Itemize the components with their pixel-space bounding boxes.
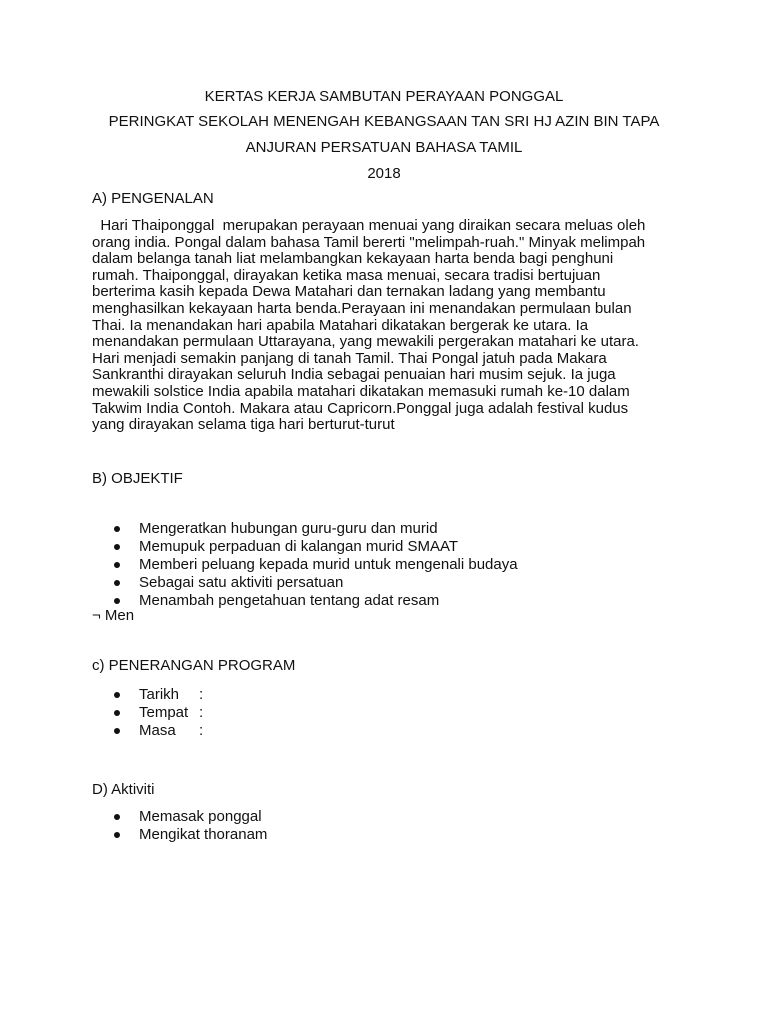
section-d-heading: D) Aktiviti	[92, 781, 155, 798]
list-item-text	[139, 722, 203, 740]
bullet-icon	[114, 526, 120, 532]
paragraph-line: Sankranthi dirayakan seluruh India sebagai penuaian hari musim sejuk. Ia juga	[92, 366, 616, 384]
paragraph-line: Takwim India Contoh. Makara atau Capricorn.Ponggal juga adalah festival kudus	[92, 399, 629, 417]
paragraph-line: dalam belanga tanah liat melambangkan kekayaan harta benda bagi penghuni	[92, 250, 614, 268]
section-b-heading: B) OBJEKTIF	[92, 470, 183, 487]
section-c-heading: c) PENERANGAN PROGRAM	[92, 657, 296, 674]
bullet-icon	[114, 710, 120, 716]
bullet-icon	[114, 562, 120, 568]
paragraph-line: mewakili solstice India apabila matahari dikatakan memasuki rumah ke-10 dalam	[92, 382, 630, 400]
section-a-paragraph	[92, 218, 682, 434]
doc-year: 2018	[367, 165, 401, 182]
detail-separator: :	[199, 704, 204, 721]
list-item-text: Mengeratkan hubungan guru-guru dan murid	[139, 520, 438, 537]
bullet-icon	[114, 728, 120, 734]
detail-separator: :	[199, 686, 204, 703]
bullet-icon	[114, 544, 120, 550]
detail-label: Tarikh	[139, 686, 180, 703]
paragraph-line: Hari menjadi semakin panjang di tanah Tamil. Thai Pongal jatuh pada Makara	[92, 349, 607, 367]
list-item-text: Mengikat thoranam	[139, 826, 268, 843]
paragraph-line: rumah. Thaiponggal, dirayakan ketika masa menuai, secara tradisi bertujuan	[92, 266, 601, 284]
paragraph-line: menandakan permulaan Uttarayana, yang mewakili pergerakan matahari ke utara.	[92, 333, 639, 351]
list-item-text	[139, 704, 203, 722]
list-item-text: Memupuk perpaduan di kalangan murid SMAAT	[139, 538, 459, 555]
detail-separator: :	[199, 722, 204, 739]
list-item-text: Menambah pengetahuan tentang adat resam	[139, 592, 440, 609]
detail-label: Masa	[139, 722, 176, 739]
stray-text: ¬ Men	[92, 607, 135, 624]
paragraph-line: orang india. Pongal dalam bahasa Tamil bererti "melimpah-ruah." Minyak melimpah	[92, 233, 646, 251]
doc-title-line-3: ANJURAN PERSATUAN BAHASA TAMIL	[245, 139, 523, 156]
list-item-text: Memasak ponggal	[139, 808, 262, 825]
list-item-text: Memberi peluang kepada murid untuk mengenali budaya	[139, 556, 518, 573]
paragraph-line: yang dirayakan selama tiga hari berturut-turut	[92, 416, 395, 434]
doc-title-line-1: KERTAS KERJA SAMBUTAN PERAYAAN PONGGAL	[204, 88, 564, 105]
paragraph-line: Thai. Ia menandakan hari apabila Matahari dikatakan bergerak ke utara. Ia	[92, 316, 589, 334]
bullet-icon	[114, 692, 120, 698]
bullet-icon	[114, 832, 120, 838]
list-item-text: Sebagai satu aktiviti persatuan	[139, 574, 344, 591]
paragraph-line: menghasilkan kekayaan harta benda.Perayaan ini menandakan permulaan bulan	[92, 299, 632, 317]
detail-label: Tempat	[139, 704, 189, 721]
bullet-icon	[114, 814, 120, 820]
list-item-text	[139, 686, 203, 704]
doc-title-line-2: PERINGKAT SEKOLAH MENENGAH KEBANGSAAN TAN SRI HJ AZIN BIN TAPA	[108, 113, 660, 130]
bullet-icon	[114, 598, 120, 604]
paragraph-line: Hari Thaiponggal merupakan perayaan menuai yang diraikan secara meluas oleh	[92, 217, 646, 234]
section-a-heading: A) PENGENALAN	[92, 190, 214, 207]
bullet-icon	[114, 580, 120, 586]
paragraph-line: berterima kasih kepada Dewa Matahari dan ternakan ladang yang membantu	[92, 283, 606, 301]
